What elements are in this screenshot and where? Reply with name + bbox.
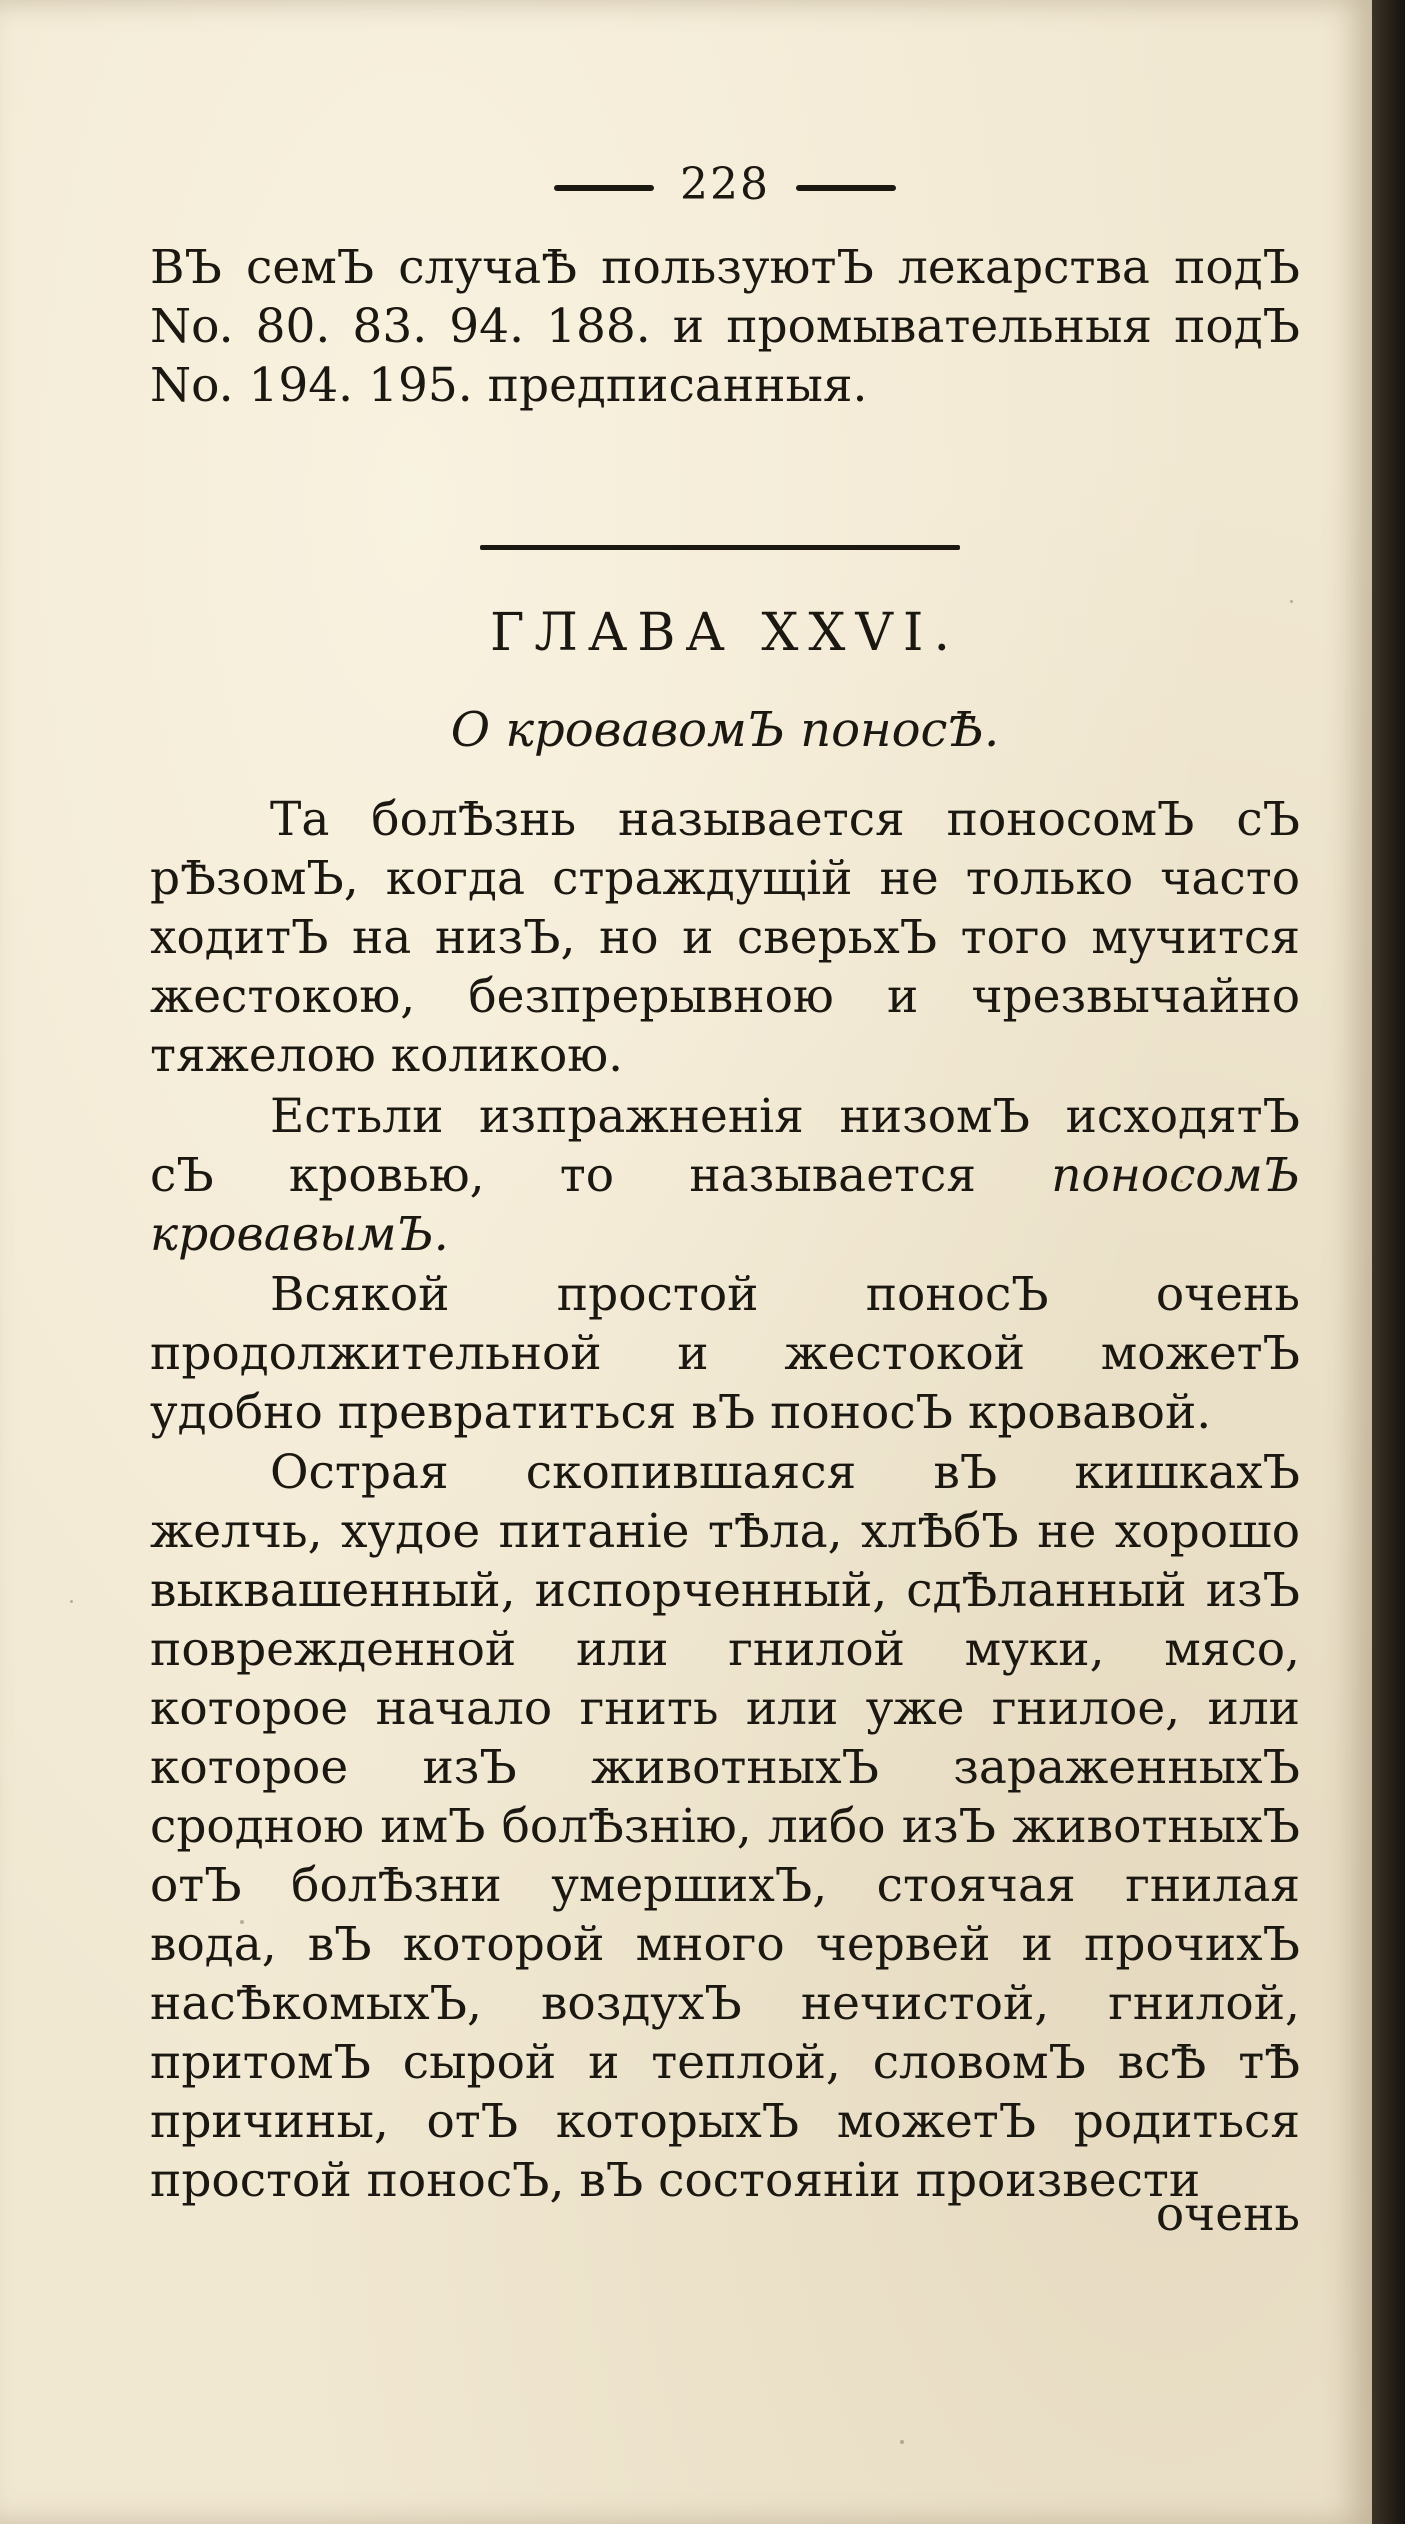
paragraph-3: Всякой простой поносЪ очень продолжительной и жестокой можетЪ удобно превратиться вЪ поносЪ кровавой. bbox=[150, 1267, 1300, 1440]
chapter-title: ГЛАВА XXVI. bbox=[490, 603, 960, 663]
paragraph-2-term: поносомЪ кровавымЪ. bbox=[150, 1148, 1300, 1262]
paragraph-1: Та болѢзнь называется поносомЪ сЪ рѢзомЪ, когда страждущій не только часто ходитЪ на низЪ, но и сверьхЪ того мучится жестокою, безпрерывною и чрезвычайно тяжелою коликою. bbox=[150, 792, 1300, 1083]
paragraph-4: Острая скопившаяся вЪ кишкахЪ желчь, худое питаніе тѢла, хлѢбЪ не хорошо выквашенный, испорченный, сдѢланный изЪ поврежденной или гнилой муки, мясо, которое начало гнить или уже гнилое, или которое изЪ животныхЪ зараженныхЪ сродною имЪ болѢзнію, либо изЪ животныхЪ отЪ болѢзни умершихЪ, стоячая гнилая вода, вЪ которой много червей и прочихЪ насѢкомыхЪ, воздухЪ нечистой, гнилой, притомЪ сырой и теплой, словомЪ всѢ тѢ причины, отЪ которыхЪ можетЪ родиться простой поносЪ, вЪ состояніи произвести bbox=[150, 1445, 1300, 2208]
catchword: очень bbox=[1155, 2187, 1300, 2242]
section-divider bbox=[480, 545, 960, 550]
paragraph-2 bbox=[150, 1087, 1300, 1264]
header-dash-left bbox=[554, 185, 654, 191]
header-dash-right bbox=[796, 185, 896, 191]
page-header bbox=[150, 150, 1300, 220]
page-number: 228 bbox=[680, 159, 770, 210]
intro-paragraph: ВЪ семЪ случаѢ пользуютЪ лекарства подЪ No. 80. 83. 94. 188. и промывательныя подЪ No. 194. 195. предписанныя. bbox=[150, 240, 1300, 413]
paragraph-2-text: Естьли изпражненія низомЪ исходятЪ сЪ кровью, то называется bbox=[150, 1089, 1300, 1203]
chapter-subtitle: О кровавомЪ поносѢ. bbox=[450, 702, 1000, 758]
book-spine-edge bbox=[1372, 0, 1405, 2524]
